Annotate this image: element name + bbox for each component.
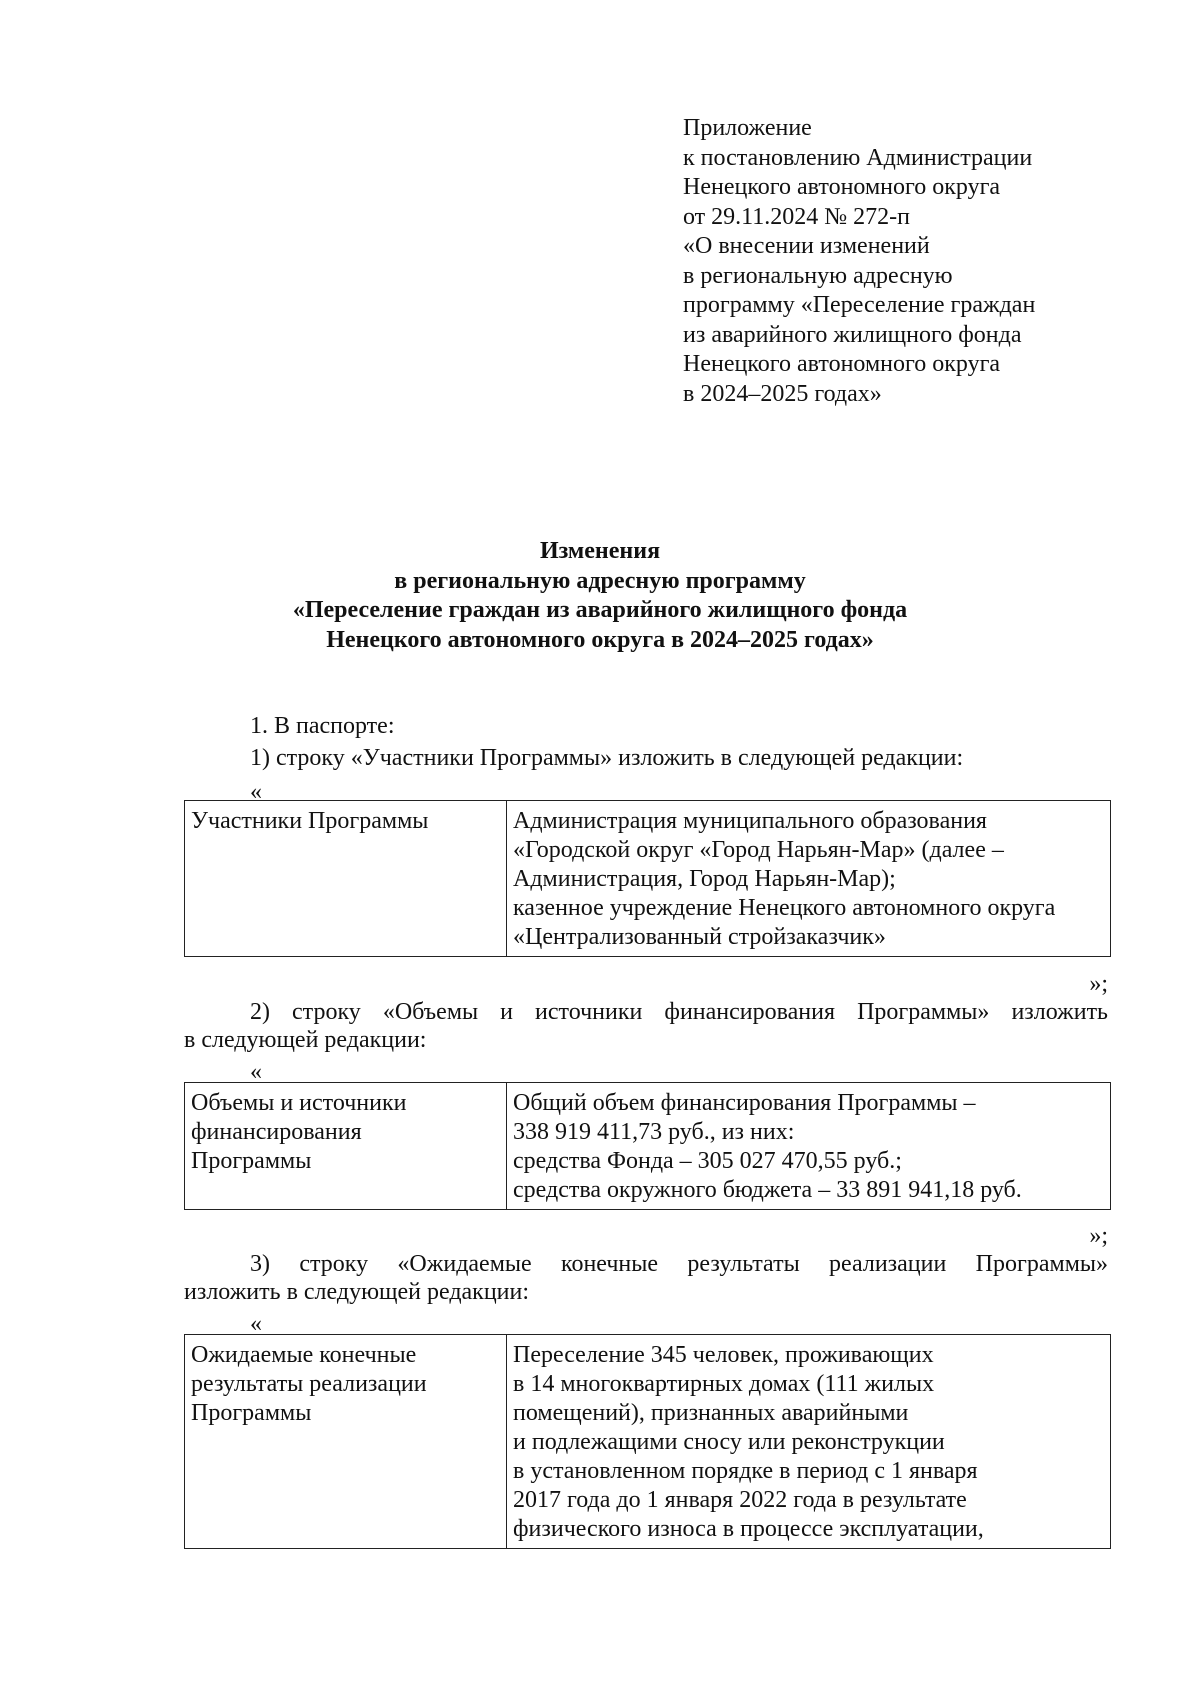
results-table xyxy=(184,1334,1111,1549)
item-3-text: 3) строку «Ожидаемые конечные результаты реализации Программы» xyxy=(250,1251,1108,1277)
cell-line: Переселение 345 человек, проживающих xyxy=(513,1342,934,1368)
cell-line: Администрация муниципального образования xyxy=(513,808,987,834)
cell-line: Общий объем финансирования Программы – xyxy=(513,1090,976,1116)
cell-line: физического износа в процессе эксплуатации, xyxy=(513,1516,984,1542)
appendix-line: «О внесении изменений xyxy=(683,233,930,259)
title-line: в региональную адресную программу xyxy=(394,567,806,594)
row-label-cell xyxy=(185,801,507,957)
title-line: Изменения xyxy=(539,538,661,564)
title-line: Ненецкого автономного округа в 2024–2025 годах» xyxy=(326,626,874,653)
cell-line: Ожидаемые конечные xyxy=(191,1342,417,1368)
cell-line: в 14 многоквартирных домах (111 жилых xyxy=(513,1371,935,1397)
financing-table xyxy=(184,1082,1111,1210)
appendix-line: от 29.11.2024 № 272-п xyxy=(683,203,911,230)
appendix-header xyxy=(683,114,1163,409)
cell-line: в установленном порядке в период с 1 января xyxy=(513,1458,978,1484)
cell-line: и подлежащими сносу или реконструкции xyxy=(513,1429,945,1455)
item-2-text-cont: в следующей редакции: xyxy=(184,1027,427,1053)
cell-line: помещений), признанных аварийными xyxy=(513,1400,909,1426)
row-label-cell xyxy=(185,1083,507,1210)
cell-line: Администрация, Город Нарьян-Мар); xyxy=(513,866,896,892)
cell-line: средства Фонда – 305 027 470,55 руб.; xyxy=(513,1148,902,1174)
quote-open-3: « xyxy=(250,1311,262,1337)
cell-line: казенное учреждение Ненецкого автономного округа xyxy=(513,895,1056,921)
row-value-cell xyxy=(507,1083,1111,1210)
document-title xyxy=(0,537,1200,655)
appendix-line: в региональную адресную xyxy=(683,262,953,289)
cell-line: Объемы и источники xyxy=(191,1090,407,1116)
section-heading: 1. В паспорте: xyxy=(250,713,395,739)
quote-close-2: »; xyxy=(1089,1223,1108,1249)
cell-line: 2017 года до 1 января 2022 года в результате xyxy=(513,1487,967,1513)
item-3-text-cont: изложить в следующей редакции: xyxy=(184,1279,530,1305)
table-row xyxy=(185,801,1111,957)
cell-line: «Городской округ «Город Нарьян-Мар» (далее – xyxy=(513,837,1004,863)
cell-line: финансирования xyxy=(191,1119,362,1145)
cell-line: 338 919 411,73 руб., из них: xyxy=(513,1119,795,1145)
participants-table xyxy=(184,800,1111,957)
appendix-line: Приложение xyxy=(683,115,812,141)
quote-open-2: « xyxy=(250,1059,262,1085)
appendix-line: программу «Переселение граждан xyxy=(683,292,1036,318)
appendix-line: Ненецкого автономного округа xyxy=(683,174,1001,200)
appendix-line: к постановлению Администрации xyxy=(683,144,1033,171)
cell-line: Программы xyxy=(191,1148,312,1174)
cell-line: средства окружного бюджета – 33 891 941,18 руб. xyxy=(513,1177,1022,1203)
title-line: «Переселение граждан из аварийного жилищного фонда xyxy=(292,597,908,623)
row-value-cell xyxy=(507,1335,1111,1549)
quote-open-1: « xyxy=(250,779,262,805)
cell-line: Программы xyxy=(191,1400,312,1426)
row-label-cell xyxy=(185,1335,507,1549)
row-value-cell xyxy=(507,801,1111,957)
cell-line: «Централизованный стройзаказчик» xyxy=(513,924,886,950)
cell-line: Участники Программы xyxy=(191,808,429,834)
table-row xyxy=(185,1335,1111,1549)
cell-line: результаты реализации xyxy=(191,1371,427,1397)
appendix-line: Ненецкого автономного округа xyxy=(683,351,1001,377)
item-1-text: 1) строку «Участники Программы» изложить в следующей редакции: xyxy=(250,745,964,771)
item-2-text: 2) строку «Объемы и источники финансирования Программы» изложить xyxy=(250,999,1108,1025)
quote-close-1: »; xyxy=(1089,971,1108,997)
table-row xyxy=(185,1083,1111,1210)
appendix-line: в 2024–2025 годах» xyxy=(683,380,882,407)
appendix-line: из аварийного жилищного фонда xyxy=(683,321,1022,348)
